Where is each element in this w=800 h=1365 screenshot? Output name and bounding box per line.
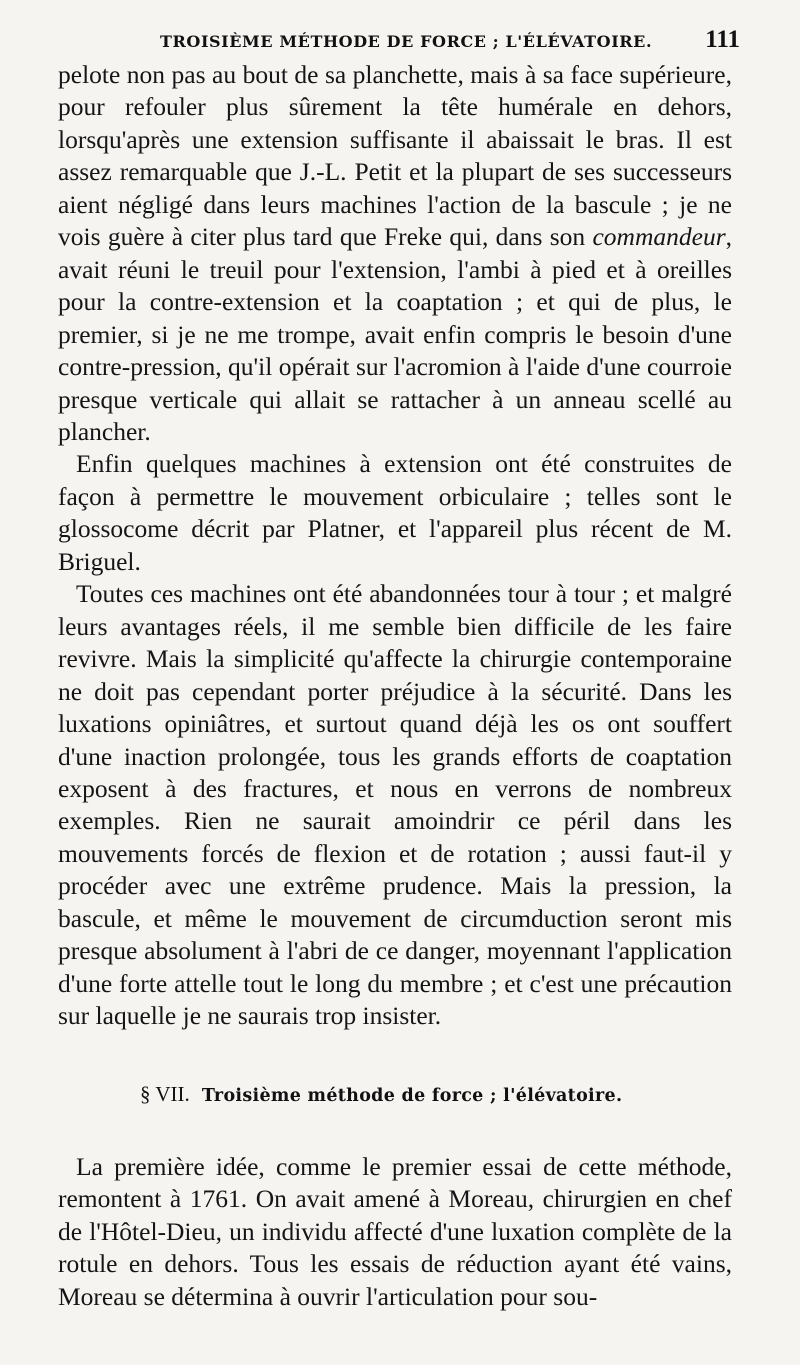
section-heading xyxy=(140,1082,660,1107)
running-title: TROISIÈME MÉTHODE DE FORCE ; L'ÉLÉVATOIRE. xyxy=(160,32,653,51)
paragraph-1-text-before: pelote non pas au bout de sa planchette, mais à sa face supérieure, pour refouler plus sûrement la tête humérale en dehors, lorsqu'après une extension suffisante il abaissait le bras. Il est assez remarquable que J.-L. Petit et la plupart de ses successeurs aient négligé dans leurs machines l'action de la bascule ; je ne vois guère à citer plus tard que Freke qui, dans son xyxy=(58,60,732,252)
page-number: 111 xyxy=(705,26,740,53)
body-text xyxy=(58,59,732,1033)
running-head xyxy=(160,26,740,56)
section-number: § VII. xyxy=(140,1082,190,1106)
paragraph-1 xyxy=(58,59,732,448)
section-paragraph: La première idée, comme le premier essai de cette méthode, remontent à 1761. On avait amené à Moreau, chirurgien en chef de l'Hôtel-Dieu, un individu affecté d'une luxation complète de la rotule en dehors. Tous les essais de réduction ayant été vains, Moreau se détermina à ouvrir l'articulation pour sou- xyxy=(58,1152,732,1311)
section-title: Troisième méthode de force ; l'élévatoire. xyxy=(201,1086,623,1106)
paragraph-1-italic-term: commandeur xyxy=(592,222,726,252)
section-body-text xyxy=(58,1151,732,1313)
paragraph-2: Enfin quelques machines à extension ont été construites de façon à permettre le mouvement orbiculaire ; telles sont le glossocome décrit par Platner, et l'appareil plus récent de M. Briguel. xyxy=(58,449,732,576)
paragraph-3: Toutes ces machines ont été abandonnées tour à tour ; et malgré leurs avantages réels, il me semble bien difficile de les faire revivre. Mais la simplicité qu'affecte la chirurgie contemporaine ne doit pas cependant porter préjudice à la sécurité. Dans les luxations opiniâtres, et surtout quand déjà les os ont souffert d'une inaction prolongée, tous les grands efforts de coaptation exposent à des fractures, et nous en verrons de nombreux exemples. Rien ne saurait amoindrir ce péril dans les mouvements forcés de flexion et de rotation ; aussi faut-il y procéder avec une extrême prudence. Mais la pression, la bascule, et même le mouvement de circumduction seront mis presque absolument à l'abri de ce danger, moyennant l'application d'une forte attelle tout le long du membre ; et c'est une précaution sur laquelle je ne saurais trop insister. xyxy=(58,579,732,1031)
paragraph-1-text-after: , avait réuni le treuil pour l'extension, l'ambi à pied et à oreilles pour la contre-extension et la coaptation ; et qui de plus, le premier, si je ne me trompe, avait enfin compris le besoin d'une contre-pression, qu'il opérait sur l'acromion à l'aide d'une courroie presque verticale qui allait se rattacher à un anneau scellé au plancher. xyxy=(58,222,732,446)
